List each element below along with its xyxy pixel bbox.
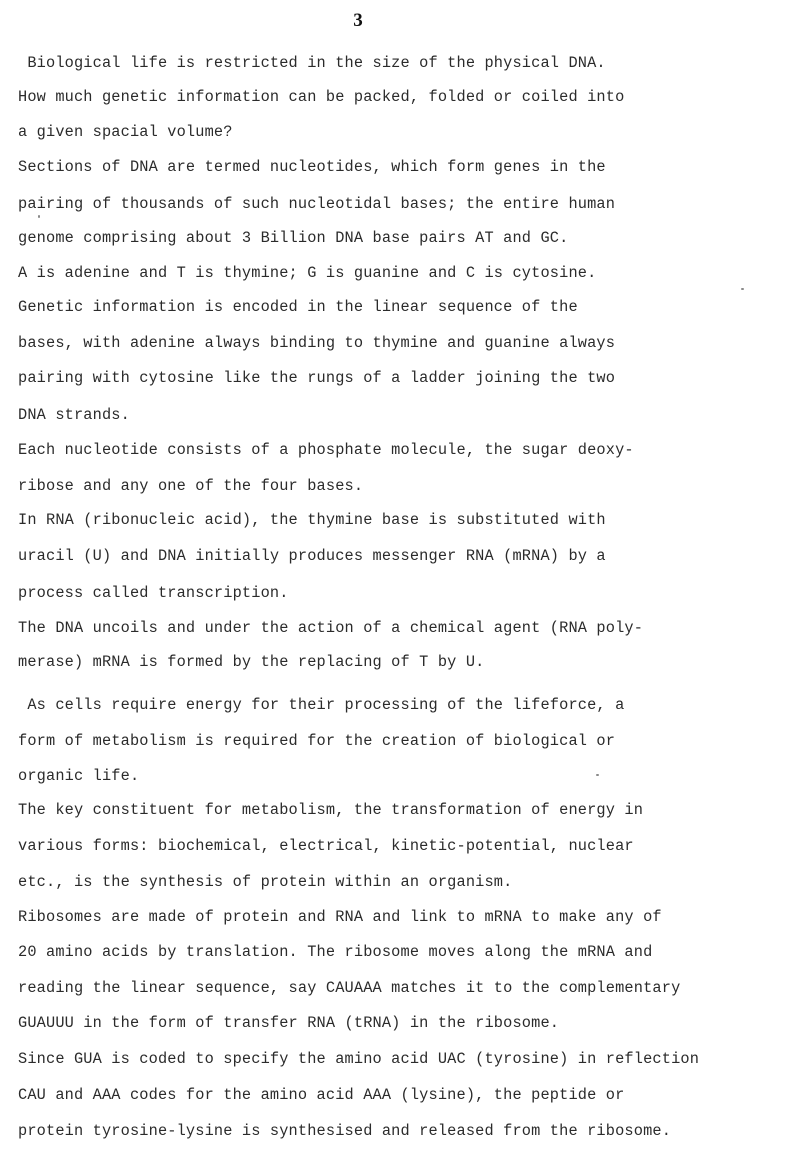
text-line: Since GUA is coded to specify the amino acid UAC (tyrosine) in reflection xyxy=(18,1050,700,1068)
text-line: How much genetic information can be packed, folded or coiled into xyxy=(18,88,625,106)
text-line: CAU and AAA codes for the amino acid AAA (lysine), the peptide or xyxy=(18,1086,625,1104)
text-line: DNA strands. xyxy=(18,406,130,424)
text-line: ribose and any one of the four bases. xyxy=(18,477,364,495)
text-line: pairing of thousands of such nucleotidal bases; the entire human xyxy=(18,195,616,213)
text-line: Genetic information is encoded in the linear sequence of the xyxy=(18,298,578,316)
scan-speck xyxy=(596,774,599,776)
text-line: reading the linear sequence, say CAUAAA matches it to the complementary xyxy=(18,979,681,997)
text-line: genome comprising about 3 Billion DNA base pairs AT and GC. xyxy=(18,229,569,247)
text-line: uracil (U) and DNA initially produces messenger RNA (mRNA) by a xyxy=(18,547,606,565)
scan-speck xyxy=(741,288,744,290)
text-line: The DNA uncoils and under the action of a chemical agent (RNA poly- xyxy=(18,619,644,637)
text-line: bases, with adenine always binding to thymine and guanine always xyxy=(18,334,616,352)
text-line: organic life. xyxy=(18,767,140,785)
scan-speck xyxy=(38,215,40,218)
text-line: etc., is the synthesis of protein within an organism. xyxy=(18,873,513,891)
text-line: As cells require energy for their processing of the lifeforce, a xyxy=(18,696,625,714)
text-line: Biological life is restricted in the size of the physical DNA. xyxy=(18,54,606,72)
text-line: GUAUUU in the form of transfer RNA (tRNA) in the ribosome. xyxy=(18,1014,560,1032)
text-line: A is adenine and T is thymine; G is guanine and C is cytosine. xyxy=(18,264,597,282)
text-line: Sections of DNA are termed nucleotides, which form genes in the xyxy=(18,158,606,176)
text-line: Ribosomes are made of protein and RNA and link to mRNA to make any of xyxy=(18,908,662,926)
text-line: a given spacial volume? xyxy=(18,123,233,141)
text-line: various forms: biochemical, electrical, kinetic-potential, nuclear xyxy=(18,837,634,855)
text-line: merase) mRNA is formed by the replacing of T by U. xyxy=(18,653,485,671)
text-line: process called transcription. xyxy=(18,584,289,602)
text-line: pairing with cytosine like the rungs of a ladder joining the two xyxy=(18,369,616,387)
text-line: form of metabolism is required for the creation of biological or xyxy=(18,732,616,750)
text-line: In RNA (ribonucleic acid), the thymine base is substituted with xyxy=(18,511,606,529)
text-line: Each nucleotide consists of a phosphate molecule, the sugar deoxy- xyxy=(18,441,634,459)
text-line: 20 amino acids by translation. The ribosome moves along the mRNA and xyxy=(18,943,653,961)
page-number: 3 xyxy=(353,10,363,31)
text-line: protein tyrosine-lysine is synthesised and released from the ribosome. xyxy=(18,1122,672,1140)
text-line: The key constituent for metabolism, the transformation of energy in xyxy=(18,801,644,819)
